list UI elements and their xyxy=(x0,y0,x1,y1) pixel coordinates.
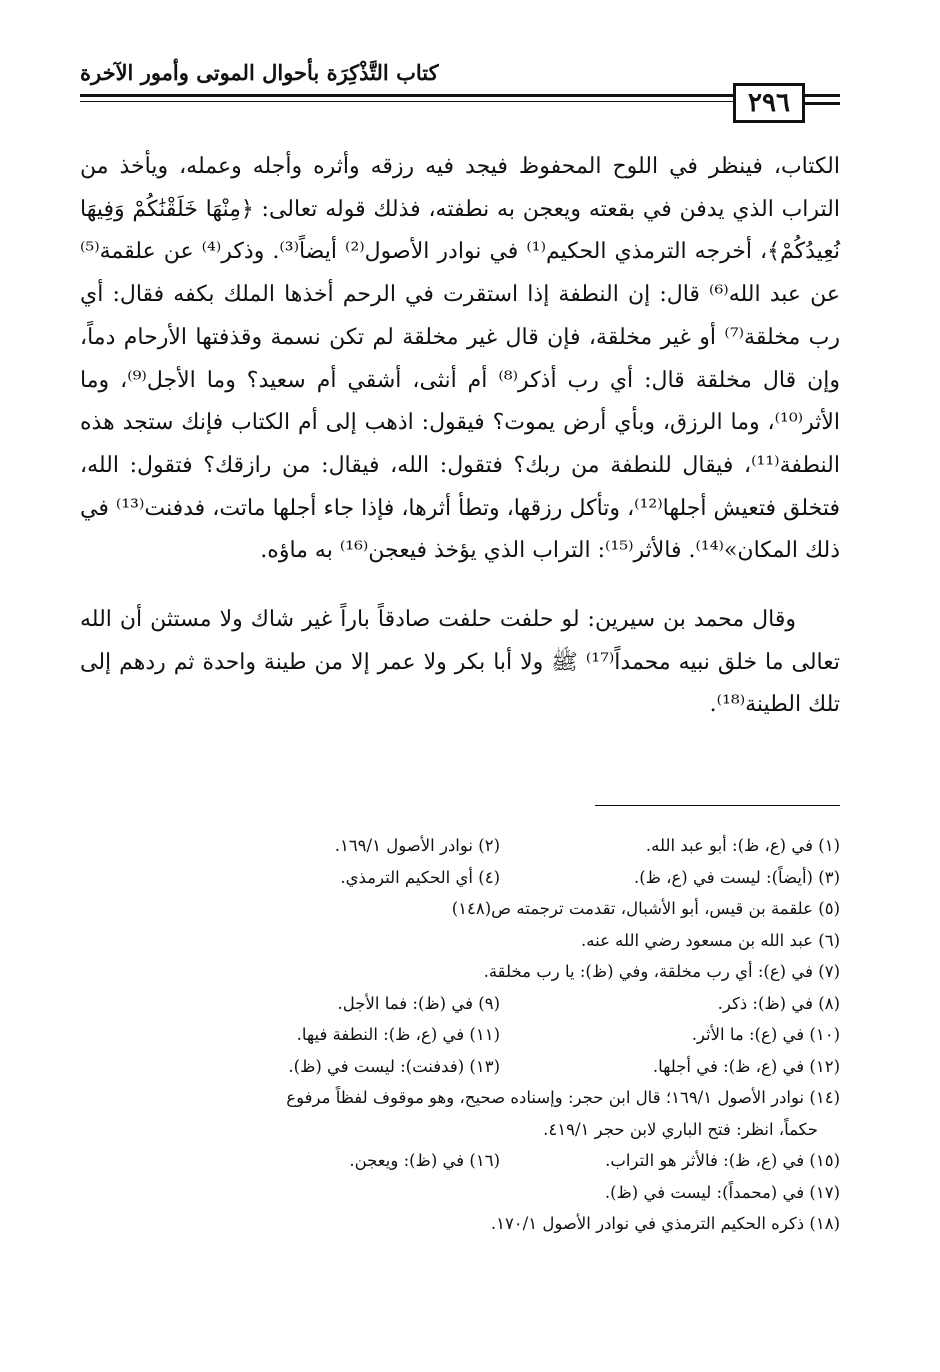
header-rule-stub xyxy=(805,102,840,105)
paragraph: الكتاب، فينظر في اللوح المحفوظ فيجد فيه رزقه وأثره وأجله وعمله، ويأخذ من التراب الذي يدفن في بقعته ويعجن به نطفته، فذلك قوله تعالى: ﴿مِنْهَا خَلَقْنَٰكُمْ وَفِيهَا نُعِيدُكُمْ﴾، أخرجه الترمذي الحكيم⁽¹⁾ في نوادر الأصول⁽²⁾ أيضاً⁽³⁾. وذكر⁽⁴⁾ عن علقمة⁽⁵⁾ عن عبد الله⁽⁶⁾ قال: إن النطفة إذا استقرت في الرحم أخذها الملك بكفه فقال: أي رب مخلقة⁽⁷⁾ أو غير مخلقة، فإن قال غير مخلقة لم تكن نسمة وقذفتها الأرحام دماً، وإن قال مخلقة قال: أي رب أذكر⁽⁸⁾ أم أنثى، أشقي أم سعيد؟ وما الأجل⁽⁹⁾، وما الأثر⁽¹⁰⁾، وما الرزق، وبأي أرض يموت؟ فيقول: اذهب إلى أم الكتاب فإنك ستجد هذه النطفة⁽¹¹⁾، فيقال للنطفة من ربك؟ فتقول: الله، فيقال: من رازقك؟ فتقول: الله، فتخلق فتعيش أجلها⁽¹²⁾، وتأكل رزقها، وتطأ أثرها، فإذا جاء أجلها ماتت، فدفنت⁽¹³⁾ في ذلك المكان»⁽¹⁴⁾. فالأثر⁽¹⁵⁾: التراب الذي يؤخذ فيعجن⁽¹⁶⁾ به ماؤه. xyxy=(80,154,841,564)
footnote: (٤) أي الحكيم الترمذي. xyxy=(340,867,500,887)
footnote: (٦) عبد الله بن مسعود رضي الله عنه. xyxy=(581,930,840,950)
footnote-continuation: حكماً، انظر: فتح الباري لابن حجر ٤١٩/١. xyxy=(543,1119,818,1139)
footnote: (١١) في (ع، ظ): النطفة فيها. xyxy=(296,1025,500,1044)
main-text xyxy=(80,146,840,727)
footnote: (١٤) نوادر الأصول ١٦٩/١؛ قال ابن حجر: وإسناده صحيح، وهو موقوف لفظاً مرفوع xyxy=(286,1088,840,1107)
page-header xyxy=(80,56,840,118)
footnote: (٥) علقمة بن قيس، أبو الأشبال، تقدمت ترجمته ص(١٤٨) xyxy=(451,899,840,918)
footnote: (١٢) في (ع، ظ): في أجلها. xyxy=(652,1056,840,1076)
footnote: (١٠) في (ع): ما الأثر. xyxy=(691,1025,840,1044)
header-rule-stub xyxy=(805,94,840,97)
footnote: (٢) نوادر الأصول ١٦٩/١. xyxy=(334,836,500,855)
footnote: (٧) في (ع): أي رب مخلقة، وفي (ظ): يا رب مخلقة. xyxy=(483,962,840,981)
footnote: (١٣) (فدفنت): ليست في (ظ). xyxy=(288,1056,500,1076)
footnote: (١٥) في (ع، ظ): فالأثر هو التراب. xyxy=(605,1151,840,1170)
paragraph: وقال محمد بن سيرين: لو حلفت حلفت صادقاً باراً غير شاك ولا مستثن أن الله تعالى ما خلق نبيه محمداً⁽¹⁷⁾ ﷺ ولا أبا بكر ولا عمر إلا من طينة واحدة ثم ردهم إلى تلك الطينة⁽¹⁸⁾. xyxy=(80,607,840,718)
page-number: ٢٩٦ xyxy=(733,83,805,123)
footnote: (٩) في (ظ): فما الأجل. xyxy=(337,993,500,1013)
header-rule xyxy=(80,94,735,97)
footnote: (١٧) في (محمداً): ليست في (ظ). xyxy=(604,1182,840,1202)
footnote-separator xyxy=(595,805,840,806)
footnote: (٨) في (ظ): ذكر. xyxy=(717,993,840,1013)
book-title: كتاب التَّذْكِرَة بأحوال الموتى وأمور الآخرة xyxy=(80,60,439,85)
header-rule-thin xyxy=(80,101,735,102)
footnotes xyxy=(80,830,840,1240)
footnote: (١) في (ع، ظ): أبو عبد الله. xyxy=(645,836,840,855)
footnote: (٣) (أيضاً): ليست في (ع، ظ). xyxy=(633,867,840,887)
footnote: (١٦) في (ظ): ويعجن. xyxy=(349,1151,500,1170)
footnote: (١٨) ذكره الحكيم الترمذي في نوادر الأصول ١٧٠/١. xyxy=(490,1214,840,1233)
